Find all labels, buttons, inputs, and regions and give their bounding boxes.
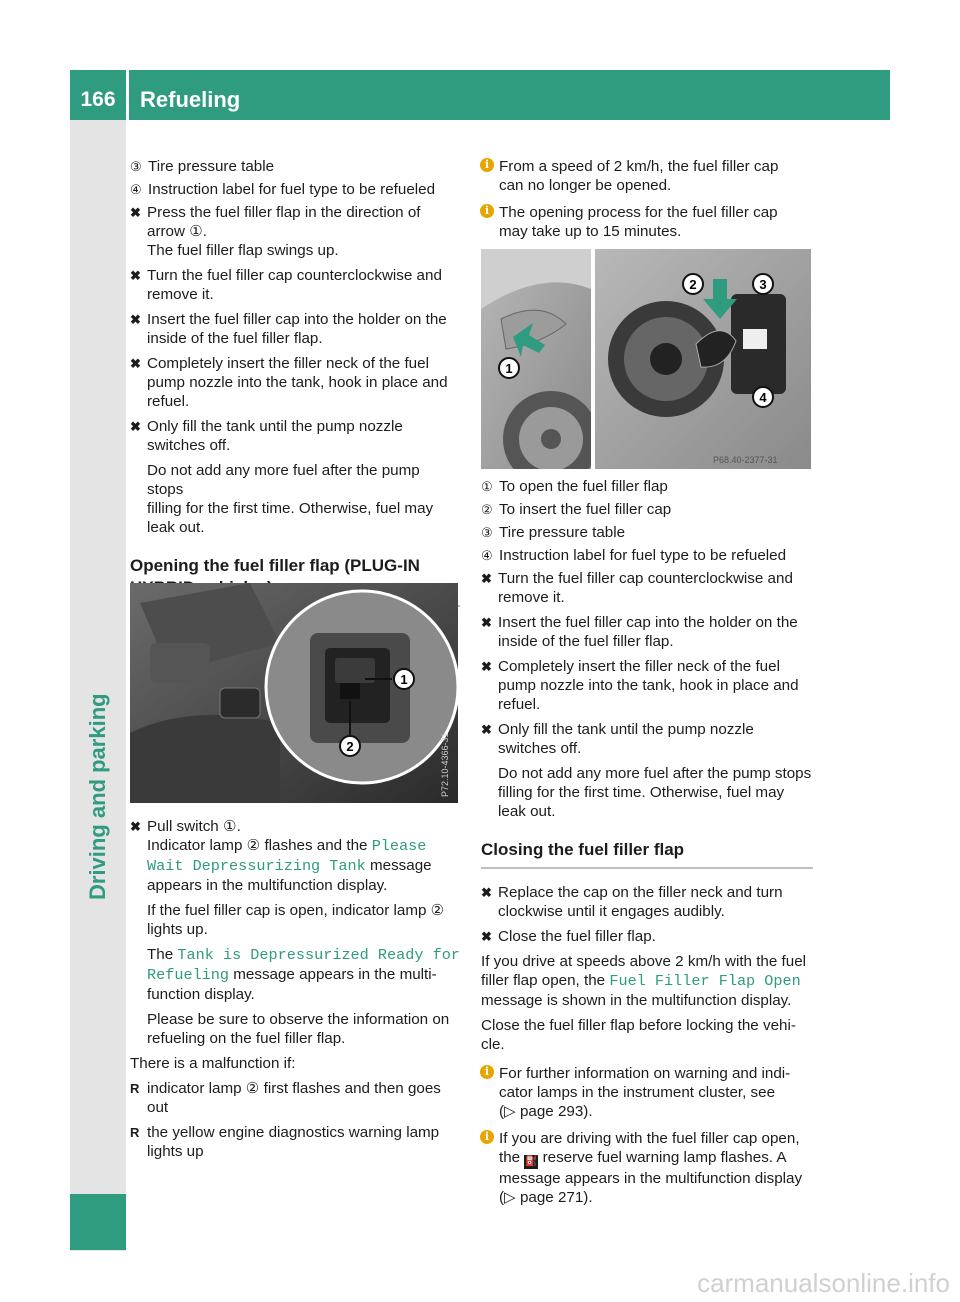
- step-line: inside of the fuel filler flap.: [147, 330, 323, 347]
- instruction-step: [130, 266, 460, 304]
- legend-number: ③: [481, 525, 493, 540]
- legend-text: Instruction label for fuel type to be refueled: [148, 181, 436, 198]
- section-heading-closing: Closing the fuel filler flap: [481, 840, 685, 859]
- info-icon: i: [480, 1065, 494, 1079]
- legend-text: To insert the fuel filler cap: [499, 501, 672, 518]
- indicator-text: Indicator lamp ② flashes and the: [147, 837, 372, 854]
- step-marker-icon: ✖: [130, 419, 141, 434]
- page-reference-link[interactable]: (▷ page 293).: [499, 1103, 593, 1120]
- drive-speed-para: [481, 952, 813, 1010]
- legend-item: [130, 157, 460, 176]
- heading-line: Opening the fuel filler flap (PLUG-IN: [130, 556, 420, 575]
- display-message-flap-open: Fuel Filler Flap Open: [609, 972, 801, 990]
- step-marker-icon: ✖: [481, 659, 492, 674]
- bullet-marker-icon: R: [130, 1125, 140, 1140]
- page-number: 166: [80, 88, 116, 111]
- step-line: The fuel filler flap swings up.: [147, 242, 339, 259]
- right-column: [481, 157, 813, 249]
- observe-note: [147, 1010, 460, 1048]
- svg-text:3: 3: [759, 277, 767, 292]
- step-line: pump nozzle into the tank, hook in place and: [147, 374, 448, 391]
- note-line: If the fuel filler cap is open, indicator lamp ②: [147, 902, 445, 919]
- info-icon: i: [480, 1130, 494, 1144]
- step-marker-icon: ✖: [481, 571, 492, 586]
- para-line: message is shown in the multifunction display.: [481, 992, 792, 1009]
- tank-line-2: [147, 965, 460, 985]
- step-marker-icon: ✖: [130, 819, 141, 834]
- svg-text:2: 2: [346, 739, 354, 754]
- message-line: [147, 856, 460, 876]
- legend-item: [481, 523, 813, 542]
- step-line: switches off.: [147, 437, 231, 454]
- svg-text:1: 1: [505, 361, 513, 376]
- sidebar-section-label: Driving and parking: [85, 693, 110, 900]
- switch-figure-illustration: [130, 583, 458, 803]
- if-open-note: [147, 901, 460, 939]
- note-line: leak out.: [147, 519, 205, 536]
- step-marker-icon: ✖: [481, 722, 492, 737]
- step-marker-icon: ✖: [481, 615, 492, 630]
- step-line: refuel.: [498, 696, 541, 713]
- step-marker-icon: ✖: [130, 312, 141, 327]
- step-line: Completely insert the filler neck of the fuel: [147, 355, 429, 372]
- bullet-item: [130, 1079, 460, 1117]
- svg-text:4: 4: [759, 390, 767, 405]
- tank-message-note: [147, 945, 460, 1004]
- page-title: Refueling: [140, 87, 241, 112]
- step-marker-icon: ✖: [130, 356, 141, 371]
- legend-number: ①: [481, 479, 493, 494]
- step-line: Only fill the tank until the pump nozzle: [147, 418, 403, 435]
- instruction-step: [481, 657, 813, 714]
- instruction-step: [130, 417, 460, 455]
- info-line: [499, 1148, 813, 1169]
- para-line: If you drive at speeds above 2 km/h with the fuel: [481, 953, 807, 970]
- step-line: Turn the fuel filler cap counterclockwise and: [498, 570, 793, 587]
- instruction-step: [130, 310, 460, 348]
- info-line: message appears in the multifunction display: [499, 1170, 803, 1187]
- info-reserve-lamp: [481, 1129, 813, 1207]
- sidebar-section-label-wrap: [70, 520, 126, 920]
- legend-number: ③: [130, 159, 142, 174]
- appears-text: appears in the multifunction display.: [147, 877, 388, 894]
- note-line: filling for the first time. Otherwise, fuel may: [498, 784, 785, 801]
- legend-item: [481, 500, 813, 519]
- info-icon: i: [480, 158, 494, 172]
- step-line: Press the fuel filler flap in the direction of: [147, 204, 421, 221]
- header-divider: [126, 70, 129, 120]
- step-marker-icon: ✖: [130, 268, 141, 283]
- legend-text: To open the fuel filler flap: [499, 478, 668, 495]
- step-line: the yellow engine diagnostics warning lamp: [147, 1124, 440, 1141]
- instruction-step: [481, 883, 813, 921]
- info-text: the: [499, 1149, 525, 1166]
- svg-text:2: 2: [689, 277, 697, 292]
- info-speed: [481, 157, 813, 195]
- svg-text:P72.10-4366-31: P72.10-4366-31: [440, 732, 450, 797]
- note-line: Please be sure to observe the information on: [147, 1011, 450, 1028]
- info-warning-lamps: [481, 1064, 813, 1121]
- note-line: leak out.: [498, 803, 556, 820]
- instruction-step: [130, 354, 460, 411]
- info-line: can no longer be opened.: [499, 177, 672, 194]
- info-text: reserve fuel warning lamp flashes. A: [538, 1149, 787, 1166]
- instruction-step: [481, 613, 813, 651]
- watermark: carmanualsonline.info: [697, 1268, 950, 1298]
- step-line: Turn the fuel filler cap counterclockwise and: [147, 267, 442, 284]
- step-line: lights up: [147, 1143, 204, 1160]
- left-column: [130, 157, 460, 621]
- fuel-flap-figure-illustration: [481, 249, 811, 469]
- tank-line-1: [147, 945, 460, 965]
- legend-number: ②: [481, 502, 493, 517]
- legend-text: Tire pressure table: [148, 158, 275, 175]
- sidebar-tab-marker: [70, 1194, 126, 1250]
- step-marker-icon: ✖: [481, 885, 492, 900]
- info-line: cator lamps in the instrument cluster, see: [499, 1084, 776, 1101]
- step-text: Pull switch ①.: [147, 818, 241, 835]
- note-b: [498, 764, 813, 821]
- the-text: The: [147, 946, 178, 963]
- info-duration: [481, 203, 813, 241]
- bullet-item: [130, 1123, 460, 1161]
- malfunction-intro: There is a malfunction if:: [130, 1055, 296, 1072]
- display-message-refueling: Refueling: [147, 966, 230, 984]
- heading-rule: [481, 867, 813, 869]
- left-column-lower: [130, 817, 460, 1167]
- step-pull-switch: [130, 817, 460, 895]
- step-line: switches off.: [498, 740, 582, 757]
- step-line: remove it.: [147, 286, 214, 303]
- step-line: Completely insert the filler neck of the fuel: [498, 658, 780, 675]
- step-line: refuel.: [147, 393, 190, 410]
- para-line: Close the fuel filler flap before locking the vehi-: [481, 1017, 796, 1034]
- display-message-wait: Wait Depressurizing Tank: [147, 857, 366, 875]
- svg-text:1: 1: [400, 672, 408, 687]
- step-line: Insert the fuel filler cap into the holder on the: [498, 614, 798, 631]
- legend-number: ④: [481, 548, 493, 563]
- step-line: inside of the fuel filler flap.: [498, 633, 674, 650]
- step-line: Close the fuel filler flap.: [498, 928, 656, 945]
- step-line: arrow ①.: [147, 223, 208, 240]
- figure-switch: [130, 583, 458, 803]
- legend-text: Instruction label for fuel type to be refueled: [499, 547, 787, 564]
- para-line: [481, 971, 813, 991]
- note-line: lights up.: [147, 921, 208, 938]
- step-line: pump nozzle into the tank, hook in place and: [498, 677, 799, 694]
- instruction-step: [481, 569, 813, 607]
- step-marker-icon: ✖: [481, 929, 492, 944]
- step-marker-icon: ✖: [130, 205, 141, 220]
- legend-number: ④: [130, 182, 142, 197]
- step-line: Insert the fuel filler cap into the holder on the: [147, 311, 447, 328]
- display-message-please: Please: [371, 837, 427, 855]
- figure-fuel-flap: [481, 249, 811, 469]
- instruction-step: [130, 203, 460, 260]
- info-icon: i: [480, 204, 494, 218]
- message-suffix: message: [365, 857, 432, 874]
- info-line: The opening process for the fuel filler cap: [499, 204, 778, 221]
- legend-item: [481, 477, 813, 496]
- info-line: may take up to 15 minutes.: [499, 223, 682, 240]
- step-line: Replace the cap on the filler neck and turn: [498, 884, 783, 901]
- bullet-marker-icon: R: [130, 1081, 140, 1096]
- svg-text:P68.40-2377-31: P68.40-2377-31: [713, 455, 778, 465]
- fuel-pump-icon: ⛽: [525, 1156, 538, 1167]
- step-line: Only fill the tank until the pump nozzle: [498, 721, 754, 738]
- instruction-step: [481, 720, 813, 758]
- legend-text: Tire pressure table: [499, 524, 626, 541]
- indicator-line: [147, 836, 460, 856]
- step-line: clockwise until it engages audibly.: [498, 903, 725, 920]
- legend-item: [481, 546, 813, 565]
- note-line: Do not add any more fuel after the pump stops: [498, 765, 812, 782]
- drive-mid-text: filler flap open, the: [481, 972, 610, 989]
- info-line: For further information on warning and indi-: [499, 1065, 791, 1082]
- legend-item: [130, 180, 460, 199]
- para-line: cle.: [481, 1036, 505, 1053]
- step-line: indicator lamp ② first flashes and then goes: [147, 1080, 441, 1097]
- page-reference-link[interactable]: (▷ page 271).: [499, 1189, 593, 1206]
- right-column-lower: [481, 477, 813, 1215]
- close-before-para: [481, 1016, 813, 1054]
- note-a: [147, 461, 460, 537]
- info-line: From a speed of 2 km/h, the fuel filler cap: [499, 158, 779, 175]
- display-message-tank: Tank is Depressurized Ready for: [177, 946, 460, 964]
- step-line: out: [147, 1099, 169, 1116]
- info-line: If you are driving with the fuel filler cap open,: [499, 1130, 800, 1147]
- note-line: filling for the first time. Otherwise, fuel may: [147, 500, 434, 517]
- note-line: Do not add any more fuel after the pump stops: [147, 462, 420, 498]
- note-line: function display.: [147, 986, 255, 1003]
- note-line: refueling on the fuel filler flap.: [147, 1030, 346, 1047]
- instruction-step: [481, 927, 813, 946]
- step-line: remove it.: [498, 589, 565, 606]
- tank-suffix: message appears in the multi-: [229, 966, 437, 983]
